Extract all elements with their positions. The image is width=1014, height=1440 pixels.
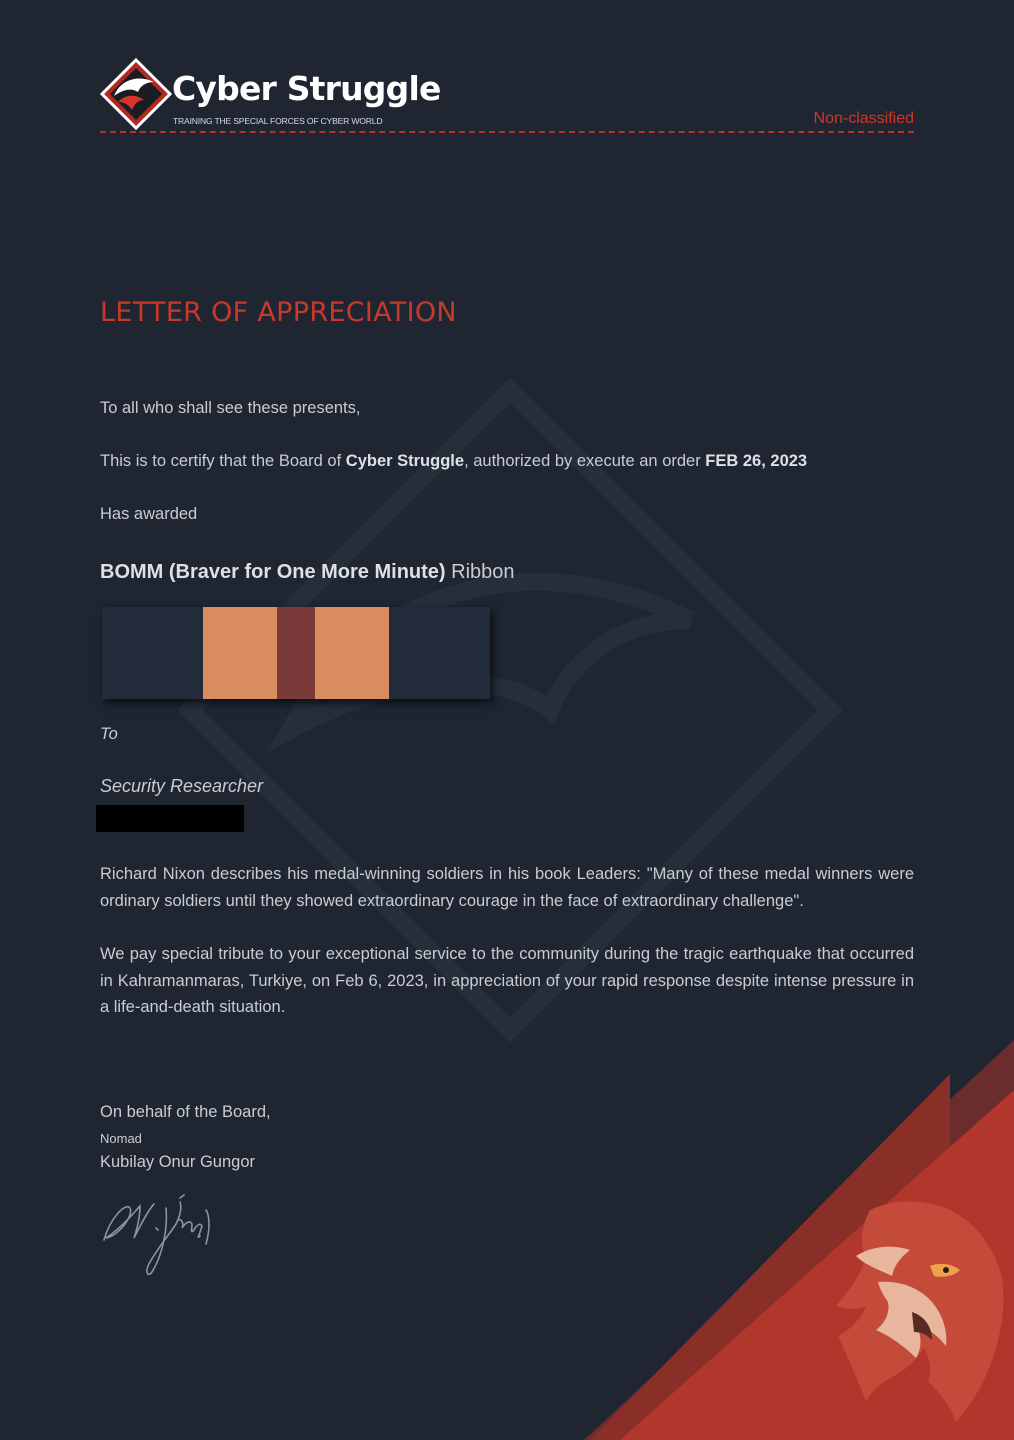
signatory-name: Kubilay Onur Gungor [100,1153,256,1171]
eagle-logo-icon [100,58,172,130]
salutation: To all who shall see these presents, [100,399,361,417]
nixon-quote-paragraph: Richard Nixon describes his medal-winning soldiers in his book Leaders: "Many of these medal winners were ordinary soldiers until they showed extraordinary courage in the face of extraordinary challenge". [100,865,914,910]
to-label: To [100,725,118,743]
ribbon-stripe [389,607,490,699]
tribute-paragraph: We pay special tribute to your exceptional service to the community during the tragic earthquake that occurred in Kahramanmaras, Turkiye, on Feb 6, 2023, in appreciation of your rapid response despite intense pressure in a life-and-death situation. [100,945,914,1016]
brand-tagline: TRAINING THE SPECIAL FORCES OF CYBER WORLD [173,116,383,126]
certification-line [100,452,807,471]
ribbon-stripe [277,607,316,699]
recipient-title: Security Researcher [100,776,264,796]
handwritten-signature [96,1180,226,1280]
certify-middle: , authorized by execute an order [464,452,706,470]
organization-name: Cyber Struggle [345,452,465,470]
letterhead [100,58,914,134]
ribbon-stripe [102,607,203,699]
ribbon-stripe [315,607,389,699]
brand-name: Cyber Struggle [172,69,441,108]
signatory-nickname: Nomad [100,1131,142,1146]
award-name [100,561,515,584]
award-suffix: Ribbon [445,561,515,583]
header-divider [100,131,914,133]
on-behalf-line: On behalf of the Board, [100,1103,271,1121]
letter-title: LETTER OF APPRECIATION [100,297,457,328]
redacted-recipient-name [96,805,244,832]
award-title: BOMM (Braver for One More Minute) [100,561,446,583]
classification-label: Non-classified [813,110,914,127]
award-ribbon [102,607,490,699]
certify-prefix: This is to certify that the Board of [100,452,346,470]
corner-decoration [560,1030,1014,1440]
has-awarded: Has awarded [100,505,198,523]
ribbon-stripe [203,607,277,699]
order-date: FEB 26, 2023 [705,452,808,470]
